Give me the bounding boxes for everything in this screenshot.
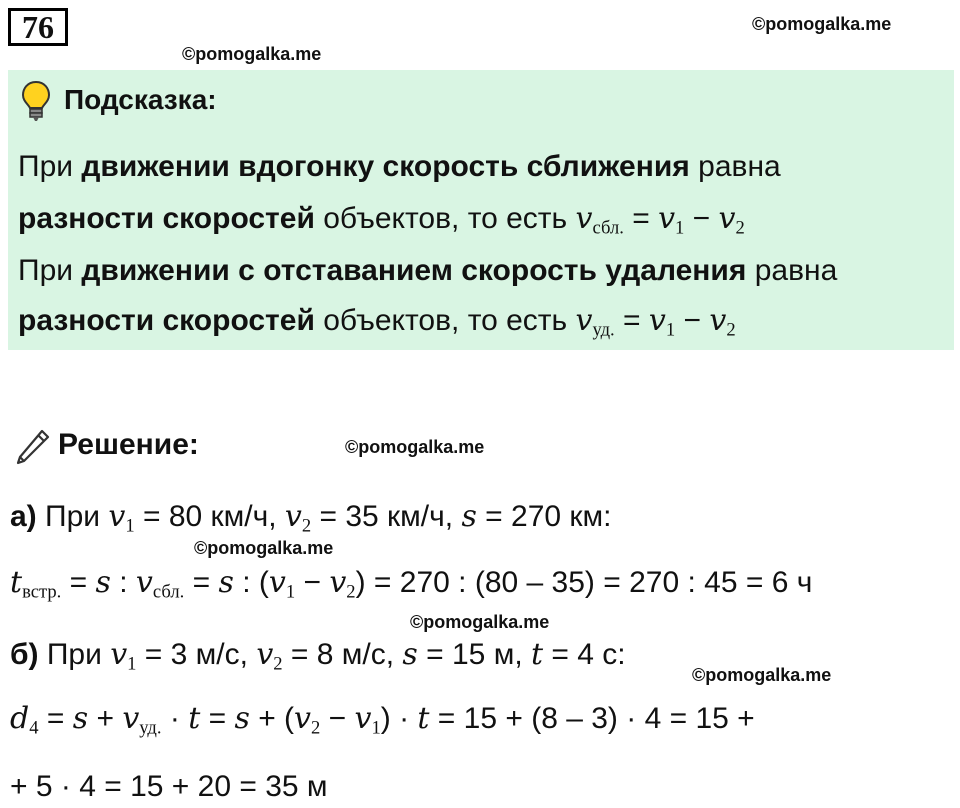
hint-line-2: разности скоростей объектов, то есть $v_{сбл.} = v_1 - v_2$ bbox=[18, 201, 745, 239]
task-number: 76 bbox=[8, 8, 68, 46]
hint-title: Подсказка: bbox=[64, 84, 217, 115]
pencil-icon bbox=[12, 425, 52, 465]
hint-line-3: При движении с отставанием скорость удаления равна bbox=[18, 254, 838, 287]
watermark: ©pomogalka.me bbox=[692, 665, 832, 685]
lightbulb-icon bbox=[20, 80, 52, 122]
solution-part-b: б) При $v_1 = 3$ м/с, $v_2 = 8$ м/с, s = 15 м, t = 4 с: bbox=[10, 637, 626, 675]
solution-distance-formula: $d_4 = s + v_{уд.} \cdot t = s + (v_2 - v_1) \cdot t = 15 + (8 - 3) \cdot 4 = 15$ + bbox=[10, 701, 755, 739]
hint-line-1: При движении вдогонку скорость сближения равна bbox=[18, 150, 781, 183]
hint-line-4: разности скоростей объектов, то есть $v_{уд.} = v_1 - v_2$ bbox=[18, 303, 736, 341]
watermark: ©pomogalka.me bbox=[345, 437, 485, 457]
watermark: ©pomogalka.me bbox=[182, 44, 322, 64]
watermark: ©pomogalka.me bbox=[194, 538, 334, 558]
solution-time-formula: $t_{встр.} = s$ : $v_{сбл.} = s$ : $(v_1 - v_2) = 270$ : (80 – 35) = 270 : 45 = 6 ч bbox=[10, 565, 813, 603]
solution-part-a: а) При $v_1 = 80$ км/ч, $v_2 = 35$ км/ч, s = 270 км: bbox=[10, 499, 612, 537]
solution-title: Решение: bbox=[58, 428, 199, 461]
watermark: ©pomogalka.me bbox=[410, 612, 550, 632]
watermark: ©pomogalka.me bbox=[752, 14, 892, 34]
solution-last-line: + 5 · 4 = 15 + 20 = 35 м bbox=[10, 770, 328, 803]
